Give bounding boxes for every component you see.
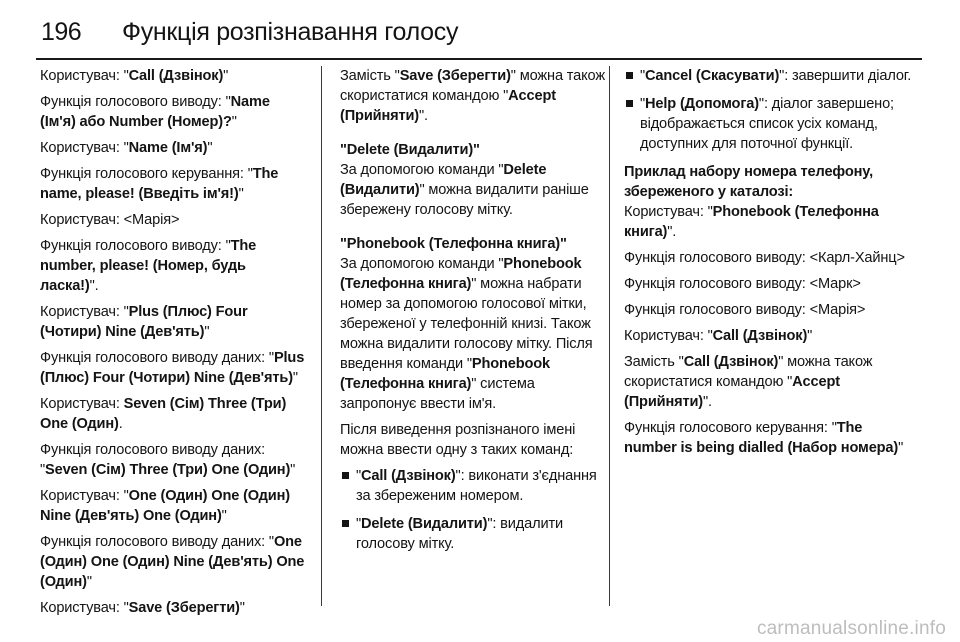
text-run: " [356,516,362,532]
text-run: " [290,462,296,478]
section-heading: "Phonebook (Телефонна книга)" [340,236,567,252]
command-text: Seven (Сім) Three (Три) One (Один) [40,396,287,432]
text-run: ": видалити голосову мітку. [356,516,563,552]
list-item [624,66,914,86]
text-run: " [640,96,646,112]
text-run: " [221,508,227,524]
text-run: Користувач: " [40,140,129,156]
command-text: Delete (Видалити) [361,516,488,532]
text-run: " [223,68,229,84]
text-run: ": діалог завершено; відображається список усіх команд, доступних для поточної функції. [640,96,894,152]
command-text: The number is being dialled (Набор номера) [624,420,899,456]
text-run: " можна видалити раніше збережену голосову мітку. [340,182,589,218]
text-run: " можна також скористатися командою " [624,354,873,390]
column-1 [40,66,308,624]
section-heading: "Delete (Видалити)" [340,142,480,158]
text-run: " можна набрати номер за допомогою голосової мітки, збереженої у телефонній книзі. Також можна видалити голосову мітку. Після введення команди " [340,276,593,372]
text-run: " [807,328,813,344]
text-run: ". [667,224,677,240]
paragraph [624,352,914,412]
paragraph [40,598,308,618]
text-run: Функція голосового виводу: <Марк> [624,276,861,292]
text-run: ". [419,108,428,124]
text-run: " [204,324,210,340]
command-text: Call (Дзвінок) [128,68,224,84]
text-run: " [238,186,244,202]
text-run: Користувач: " [40,68,129,84]
column-2 [340,66,608,562]
column-divider [321,66,322,606]
paragraph [40,394,308,434]
paragraph [624,326,914,346]
text-run: " можна також скористатися командою " [340,68,605,104]
command-text: Plus (Плюс) Four (Чотири) Nine (Дев'ять) [40,304,248,340]
command-text: One (Один) One (Один) Nine (Дев'ять) One (Один) [40,488,290,524]
paragraph [624,418,914,458]
text-run: Користувач: " [624,204,713,220]
command-text: Help (Допомога) [645,96,759,112]
command-text: Name (Ім'я) або Number (Номер)? [40,94,270,130]
page-number: 196 [41,18,82,46]
text-run: Користувач: " [40,304,129,320]
command-text: Seven (Сім) Three (Три) One (Один) [45,462,291,478]
paragraph [40,66,308,86]
watermark: carmanualsonline.info [756,618,946,639]
command-text: One (Один) One (Один) Nine (Дев'ять) One (Один) [40,534,305,590]
paragraph [40,348,308,388]
text-run: ": виконати з'єднання за збереженим номером. [356,468,597,504]
command-text: Accept (Прийняти) [340,88,556,124]
text-run: . [118,416,123,432]
text-run: Функція голосового виводу даних: " [40,534,274,550]
paragraph [40,532,308,592]
header-rule [36,58,922,60]
paragraph [40,486,308,526]
text-run: Замість " [624,354,684,370]
command-text: Delete (Видалити) [340,162,547,198]
column-3 [624,66,914,464]
paragraph [40,138,308,158]
list-item [340,514,608,554]
paragraph [40,92,308,132]
text-run: " [356,468,362,484]
command-text: Phonebook (Телефонна книга) [340,356,551,392]
text-run: " [231,114,237,130]
command-text: Call (Дзвінок) [683,354,779,370]
text-run: ". [89,278,99,294]
paragraph [40,302,308,342]
list-item [340,466,608,506]
text-run: " [292,370,298,386]
text-run: Користувач: [40,396,124,412]
paragraph [624,248,914,268]
text-run: Функція голосового виводу: " [40,94,231,110]
text-run: ": завершити діалог. [779,68,912,84]
bullet-square-icon [626,100,633,107]
command-text: Name (Ім'я) [128,140,208,156]
text-run: Користувач: " [40,600,129,616]
text-run: Функція голосового виводу даних: " [40,350,274,366]
text-run: Функція голосового виводу: <Карл-Хайнц> [624,250,905,266]
text-run: За допомогою команди " [340,162,504,178]
text-run: " [207,140,213,156]
text-run: Користувач: <Марія> [40,212,180,228]
text-run: ". [703,394,712,410]
bullet-square-icon [342,472,349,479]
command-text: Phonebook (Телефонна книга) [624,204,879,240]
bullet-square-icon [342,520,349,527]
text-run: " [640,68,646,84]
section-heading: Приклад набору номера телефону, збереженого у каталозі: [624,164,874,200]
text-run: Функція голосового керування: " [40,166,253,182]
text-run: Функція голосового керування: " [624,420,837,436]
paragraph [624,300,914,320]
command-text: Plus (Плюс) Four (Чотири) Nine (Дев'ять) [40,350,305,386]
paragraph [624,274,914,294]
text-run: Функція голосового виводу: " [40,238,231,254]
text-run: За допомогою команди " [340,256,504,272]
paragraph [340,160,608,220]
column-divider [609,66,610,606]
text-run: Після виведення розпізнаного імені можна ввести одну з таких команд: [340,422,576,458]
page-title: Функція розпізнавання голосу [122,18,459,46]
text-run: Замість " [340,68,400,84]
text-run: Користувач: " [40,488,129,504]
text-run: Функція голосового виводу: <Марія> [624,302,866,318]
bullet-square-icon [626,72,633,79]
paragraph [40,210,308,230]
command-text: Save (Зберегти) [128,600,240,616]
text-run: " [86,574,92,590]
paragraph [340,420,608,460]
paragraph [624,202,914,242]
paragraph [340,254,608,414]
command-text: The name, please! (Введіть ім'я!) [40,166,279,202]
command-text: Phonebook (Телефонна книга) [340,256,582,292]
paragraph [40,440,308,480]
paragraph [40,236,308,296]
text-run: " система запропонує ввести ім'я. [340,376,535,412]
text-run: Функція голосового виводу даних: " [40,442,265,478]
command-text: The number, please! (Номер, будь ласка!) [40,238,257,294]
text-run: Користувач: " [624,328,713,344]
text-run: " [898,440,904,456]
command-text: Call (Дзвінок) [712,328,808,344]
command-text: Call (Дзвінок) [361,468,456,484]
paragraph [40,164,308,204]
text-run: " [239,600,245,616]
list-item [624,94,914,154]
command-text: Save (Зберегти) [399,68,511,84]
paragraph [340,66,608,126]
page-header [36,14,922,60]
command-text: Cancel (Скасувати) [645,68,780,84]
command-text: Accept (Прийняти) [624,374,840,410]
